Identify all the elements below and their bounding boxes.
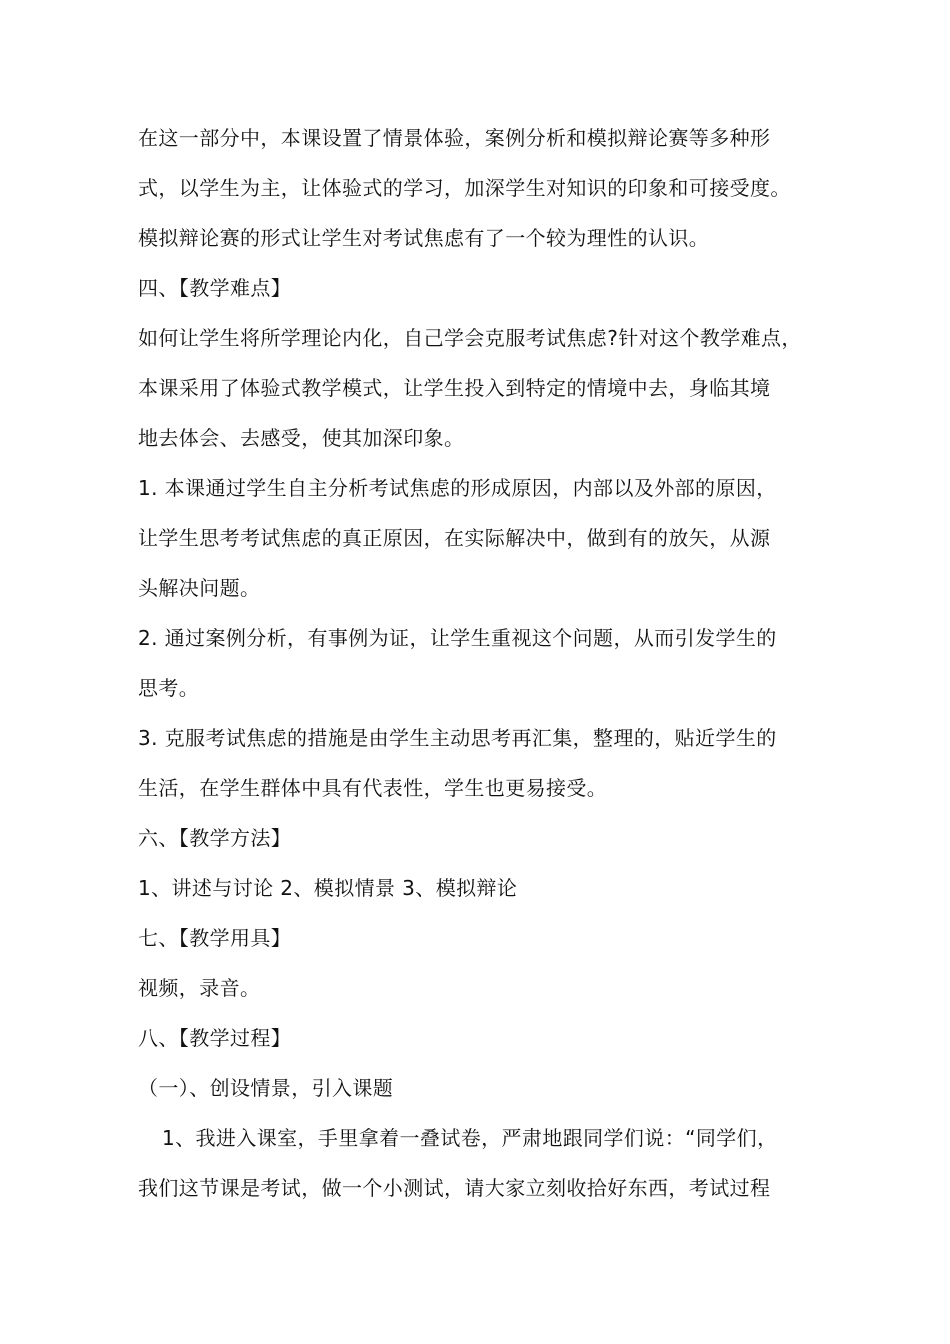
paragraph-line: 1、我进入课室，手里拿着一叠试卷，严肃地跟同学们说：“同学们， (162, 1126, 778, 1150)
list-item-line: 2. 通过案例分析，有事例为证，让学生重视这个问题，从而引发学生的 (138, 626, 777, 650)
paragraph-line: 式，以学生为主，让体验式的学习，加深学生对知识的印象和可接受度。 (138, 176, 791, 200)
paragraph-line: 如何让学生将所学理论内化，自己学会克服考试焦虑?针对这个教学难点， (138, 326, 802, 350)
paragraph-line: 模拟辩论赛的形式让学生对考试焦虑有了一个较为理性的认识。 (138, 226, 710, 250)
paragraph-line: 本课采用了体验式教学模式，让学生投入到特定的情境中去，身临其境 (138, 376, 771, 400)
section-heading: 七、【教学用具】 (138, 926, 292, 950)
list-item-line: 让学生思考考试焦虑的真正原因，在实际解决中，做到有的放矢，从源 (138, 526, 771, 550)
paragraph-line: 视频，录音。 (138, 976, 261, 1000)
section-heading: 八、【教学过程】 (138, 1026, 292, 1050)
paragraph-line: 我们这节课是考试，做一个小测试，请大家立刻收拾好东西，考试过程 (138, 1176, 771, 1200)
list-item-line: 头解决问题。 (138, 576, 261, 600)
paragraph-line: 地去体会、去感受，使其加深印象。 (138, 426, 465, 450)
paragraph-line: 在这一部分中，本课设置了情景体验，案例分析和模拟辩论赛等多种形 (138, 126, 771, 150)
list-item-line: 思考。 (138, 676, 200, 700)
list-item-line: 1. 本课通过学生自主分析考试焦虑的形成原因，内部以及外部的原因， (138, 476, 777, 500)
section-heading: 四、【教学难点】 (138, 276, 292, 300)
list-item-line: 生活，在学生群体中具有代表性，学生也更易接受。 (138, 776, 608, 800)
subsection-heading: （一）、创设情景，引入课题 (138, 1076, 394, 1100)
section-heading: 六、【教学方法】 (138, 826, 292, 850)
list-item-line: 3. 克服考试焦虑的措施是由学生主动思考再汇集，整理的，贴近学生的 (138, 726, 777, 750)
paragraph-line: 1、讲述与讨论 2、模拟情景 3、模拟辩论 (138, 876, 518, 900)
